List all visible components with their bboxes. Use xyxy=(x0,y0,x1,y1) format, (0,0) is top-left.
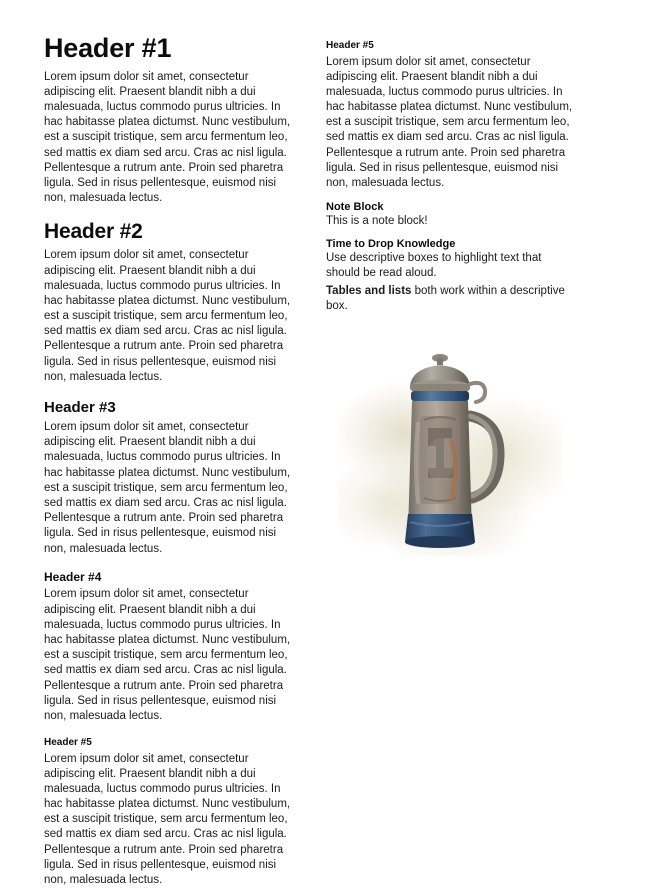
descriptive-box-title: Time to Drop Knowledge xyxy=(326,238,456,251)
note-block-text: This is a note block! xyxy=(326,215,428,228)
header-4: Header #4 xyxy=(44,569,102,584)
note-block-title: Note Block xyxy=(326,201,384,214)
header-5: Header #5 xyxy=(44,737,92,749)
right-column xyxy=(326,34,578,592)
header-2: Header #2 xyxy=(44,220,143,244)
body-paragraph-4: Lorem ipsum dolor sit amet, consectetur adipiscing elit. Praesent blandit nibh a dui malesuada, luctus commodo purus ultricies. In hac habitasse platea dictumst. Nunc vestibulum, est a suscipit tristique, sem arcu fermentum leo, sed mattis ex diam sed arcu. Cras ac nisl ligula. Pellentesque a rutrum ante. Proin sed pharetra ligula. Sed in risus pellentesque, euismod nisi non, malesuada lectus. xyxy=(44,588,291,722)
beer-stein-illustration xyxy=(326,340,578,592)
body-paragraph-3: Lorem ipsum dolor sit amet, consectetur adipiscing elit. Praesent blandit nibh a dui malesuada, luctus commodo purus ultricies. In hac habitasse platea dictumst. Nunc vestibulum, est a suscipit tristique, sem arcu fermentum leo, sed mattis ex diam sed arcu. Cras ac nisl ligula. Pellentesque a rutrum ante. Proin sed pharetra ligula. Sed in risus pellentesque, euismod nisi non, malesuada lectus. xyxy=(44,421,291,555)
tables-and-lists-label: Tables and lists xyxy=(326,284,412,297)
beer-stein-icon xyxy=(380,346,520,586)
left-column xyxy=(44,34,296,888)
right-body-paragraph: Lorem ipsum dolor sit amet, consectetur adipiscing elit. Praesent blandit nibh a dui malesuada, luctus commodo purus ultricies. In hac habitasse platea dictumst. Nunc vestibulum, est a suscipit tristique, sem arcu fermentum leo, sed mattis ex diam sed arcu. Cras ac nisl ligula. Pellentesque a rutrum ante. Proin sed pharetra ligula. Sed in risus pellentesque, euismod nisi non, malesuada lectus. xyxy=(326,55,573,189)
two-column-layout xyxy=(44,34,608,888)
descriptive-box-text: Use descriptive boxes to highlight text that should be read aloud. xyxy=(326,252,542,280)
header-3: Header #3 xyxy=(44,398,116,416)
header-1: Header #1 xyxy=(44,33,172,63)
body-paragraph-1: Lorem ipsum dolor sit amet, consectetur adipiscing elit. Praesent blandit nibh a dui malesuada, luctus commodo purus ultricies. In hac habitasse platea dictumst. Nunc vestibulum, est a suscipit tristique, sem arcu fermentum leo, sed mattis ex diam sed arcu. Cras ac nisl ligula. Pellentesque a rutrum ante. Proin sed pharetra ligula. Sed in risus pellentesque, euismod nisi non, malesuada lectus. xyxy=(44,70,291,205)
body-paragraph-5: Lorem ipsum dolor sit amet, consectetur adipiscing elit. Praesent blandit nibh a dui malesuada, luctus commodo purus ultricies. In hac habitasse platea dictumst. Nunc vestibulum, est a suscipit tristique, sem arcu fermentum leo, sed mattis ex diam sed arcu. Cras ac nisl ligula. Pellentesque a rutrum ante. Proin sed pharetra ligula. Sed in risus pellentesque, euismod nisi non, malesuada lectus. xyxy=(44,752,291,886)
tables-and-lists-rest: both work within a descriptive box. xyxy=(326,284,565,312)
body-paragraph-2: Lorem ipsum dolor sit amet, consectetur adipiscing elit. Praesent blandit nibh a dui malesuada, luctus commodo purus ultricies. In hac habitasse platea dictumst. Nunc vestibulum, est a suscipit tristique, sem arcu fermentum leo, sed mattis ex diam sed arcu. Cras ac nisl ligula. Pellentesque a rutrum ante. Proin sed pharetra ligula. Sed in risus pellentesque, euismod nisi non, malesuada lectus. xyxy=(44,249,291,383)
right-header-5: Header #5 xyxy=(326,40,374,51)
descriptive-box-tables-line xyxy=(326,284,578,314)
